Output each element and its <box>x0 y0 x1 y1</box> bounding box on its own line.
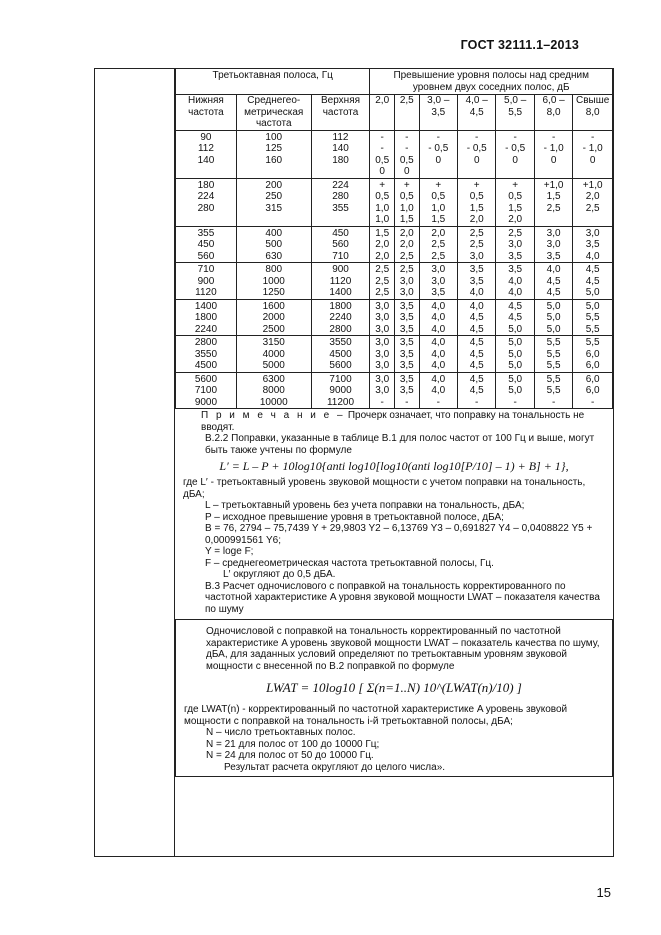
table-cell: 5,0 5,5 5,5 <box>573 299 613 336</box>
page-number: 15 <box>596 885 611 900</box>
table-cell: 4,5 4,5 - <box>458 372 496 409</box>
table-cell: 1,5 2,0 2,0 <box>370 226 395 263</box>
col-excess-3: 3,0 – 3,5 <box>419 95 457 131</box>
table-row <box>176 178 613 226</box>
tonality-correction-table <box>175 69 613 409</box>
table-cell: 224 280 355 <box>311 178 370 226</box>
table-cell: 2,0 2,0 2,5 <box>394 226 419 263</box>
table-cell: + 0,5 1,0 1,5 <box>394 178 419 226</box>
table-body <box>176 130 613 409</box>
table-cell: 2,5 3,0 3,5 <box>496 226 534 263</box>
table-cell: 3550 4500 5600 <box>311 336 370 373</box>
def-f: F – среднегеометрическая частота третьоктавной полосы, Гц. <box>205 557 494 569</box>
col-center: Среднегео- метрическая частота <box>236 95 311 131</box>
table-cell: - - 0,5 0 <box>370 130 395 178</box>
section-b3: В.3 Расчет одночислового с поправкой на тональность корректированного по частотной характеристике A уровня звуковой мощности LWAT – показателя качества по шуму <box>205 580 600 615</box>
def-b: B = 76, 2794 – 75,7439 Y + 29,9803 Y2 – 6,13769 Y3 – 0,691827 Y4 – 0,0408822 Y5 + 0,000991561 Y6; <box>205 523 593 546</box>
col-excess-5: 5,0 – 5,5 <box>496 95 534 131</box>
header-excess: Превышение уровня полосы над средним уровнем двух соседних полос, дБ <box>370 69 613 95</box>
table-cell: + 0,5 1,5 2,0 <box>458 178 496 226</box>
table-cell: 90 112 140 <box>176 130 237 178</box>
table-cell: 2,5 2,5 3,0 <box>458 226 496 263</box>
table-cell: 112 140 180 <box>311 130 370 178</box>
col-excess-7: Свыше 8,0 <box>573 95 613 131</box>
table-cell: 5,0 5,0 - <box>496 372 534 409</box>
document-header: ГОСТ 32111.1–2013 <box>460 38 579 52</box>
table-cell: 4,0 4,5 4,5 <box>534 263 572 300</box>
header-band: Третьоктавная полоса, Гц <box>176 69 370 95</box>
table-row <box>176 226 613 263</box>
table-cell: 3,0 3,0 - <box>370 372 395 409</box>
col-upper: Верхняя частота <box>311 95 370 131</box>
note-label: П р и м е ч а н и е – <box>201 410 346 421</box>
table-cell: +1,0 1,5 2,5 <box>534 178 572 226</box>
col-excess-2: 2,5 <box>394 95 419 131</box>
def-n: N – число третьоктавных полос. <box>206 727 356 738</box>
table-cell: - - 0,5 0 <box>394 130 419 178</box>
table-cell: 3150 4000 5000 <box>236 336 311 373</box>
table-cell: 3,5 3,5 - <box>394 372 419 409</box>
table-cell: 5600 7100 9000 <box>176 372 237 409</box>
table-cell: + 0,5 1,0 1,0 <box>370 178 395 226</box>
table-cell: 5,0 5,0 5,0 <box>534 299 572 336</box>
table-cell: 3,0 3,5 4,0 <box>573 226 613 263</box>
table-cell: 3,5 3,5 4,0 <box>458 263 496 300</box>
def-p: P – исходное превышение уровня в третьоктавной полосе, дБА; <box>205 511 504 523</box>
table-cell: 710 900 1120 <box>176 263 237 300</box>
main-column <box>175 69 613 777</box>
table-cell: 1400 1800 2240 <box>176 299 237 336</box>
table-cell: 5,0 5,0 5,0 <box>496 336 534 373</box>
where-lwat: где LWAT(n) - корректированный по частотной характеристике A уровень звуковой мощности с поправкой на тональность i-й третьоктавной полосы, дБА; <box>184 704 568 727</box>
table-cell: 5,5 6,0 6,0 <box>573 336 613 373</box>
def-n-24: N = 24 для полос от 50 до 10000 Гц. <box>206 750 374 761</box>
table-cell: - - 1,0 0 <box>573 130 613 178</box>
note-text: Прочерк означает, что поправку на тональность не вводят. <box>201 410 585 433</box>
table-cell: - - 0,5 0 <box>458 130 496 178</box>
table-cell: 450 560 710 <box>311 226 370 263</box>
table-cell: 800 1000 1250 <box>236 263 311 300</box>
table-cell: - - 0,5 0 <box>496 130 534 178</box>
table-cell: 4,0 4,0 4,0 <box>419 336 457 373</box>
table-cell: 1600 2000 2500 <box>236 299 311 336</box>
def-n-21: N = 21 для полос от 100 до 10000 Гц; <box>206 738 380 750</box>
table-cell: 3,0 3,0 3,5 <box>534 226 572 263</box>
result-rounding: Результат расчета округляют до целого числа». <box>224 761 446 773</box>
table-cell: 4,5 4,5 5,0 <box>496 299 534 336</box>
table-cell: 5,5 5,5 5,5 <box>534 336 572 373</box>
table-cell: 6300 8000 10000 <box>236 372 311 409</box>
calculation-box <box>175 619 613 777</box>
table-cell: 3,5 4,0 4,0 <box>496 263 534 300</box>
table-cell: 4,0 4,0 - <box>419 372 457 409</box>
content-frame <box>94 68 614 857</box>
paragraph-b22: В.2.2 Поправки, указанные в таблице В.1 для полос частот от 100 Гц и выше, могут быть также учтены по формуле <box>205 433 595 456</box>
table-cell: 2,0 2,5 2,5 <box>419 226 457 263</box>
table-row <box>176 372 613 409</box>
table-cell: 1800 2240 2800 <box>311 299 370 336</box>
table-cell: 900 1120 1400 <box>311 263 370 300</box>
table-cell: 2,5 3,0 3,0 <box>394 263 419 300</box>
table-cell: + 0,5 1,5 2,0 <box>496 178 534 226</box>
paragraph-single-number: Одночисловой с поправкой на тональность корректированный по частотной характеристике A уровень звуковой мощности LWAT – показатель качества по шуму, дБА, для заданных условий определяют по третьоктавным уровням звуковой мощности с внесенной по В.2 поправкой по формуле <box>206 626 600 672</box>
table-cell: 4,0 4,5 4,5 <box>458 299 496 336</box>
table-cell: 180 224 280 <box>176 178 237 226</box>
col-excess-4: 4,0 – 4,5 <box>458 95 496 131</box>
table-cell: 3,5 3,5 3,5 <box>394 336 419 373</box>
table-row <box>176 336 613 373</box>
table-cell: 200 250 315 <box>236 178 311 226</box>
table-cell: 4,5 4,5 4,5 <box>458 336 496 373</box>
table-cell: 7100 9000 11200 <box>311 372 370 409</box>
def-y: Y = loge F; <box>205 546 254 557</box>
rounding-note: L′ округляют до 0,5 дБА. <box>223 569 336 580</box>
table-cell: 355 450 560 <box>176 226 237 263</box>
col-excess-1: 2,0 <box>370 95 395 131</box>
left-column <box>95 69 175 856</box>
table-cell: + 0,5 1,0 1,5 <box>419 178 457 226</box>
formula-l-prime: L′ = L – P + 10log10{anti log10[log10(anti log10[P/10] – 1) + B] + 1}, <box>219 459 569 473</box>
table-cell: 400 500 630 <box>236 226 311 263</box>
where-l-prime: где L′ - третьоктавный уровень звуковой мощности с учетом поправки на тональность, дБА; <box>183 477 586 500</box>
table-cell: +1,0 2,0 2,5 <box>573 178 613 226</box>
table-cell: 4,0 4,0 4,0 <box>419 299 457 336</box>
table-row <box>176 299 613 336</box>
table-cell: 4,5 4,5 5,0 <box>573 263 613 300</box>
table-note <box>175 409 613 433</box>
table-cell: 3,5 3,5 3,5 <box>394 299 419 336</box>
def-l: L – третьоктавный уровень без учета поправки на тональность, дБА; <box>205 500 525 511</box>
table-cell: 3,0 3,0 3,0 <box>370 299 395 336</box>
table-row <box>176 263 613 300</box>
table-cell: 2800 3550 4500 <box>176 336 237 373</box>
col-lower: Нижняя частота <box>176 95 237 131</box>
table-cell: 3,0 3,0 3,0 <box>370 336 395 373</box>
formula-lwat: LWAT = 10log10 [ Σ(n=1..N) 10^(LWAT(n)/10) ] <box>266 680 522 695</box>
table-cell: - - 0,5 0 <box>419 130 457 178</box>
col-excess-6: 6,0 – 8,0 <box>534 95 572 131</box>
table-cell: 5,5 5,5 - <box>534 372 572 409</box>
table-row <box>176 130 613 178</box>
table-cell: 2,5 2,5 2,5 <box>370 263 395 300</box>
table-cell: 6,0 6,0 - <box>573 372 613 409</box>
table-cell: - - 1,0 0 <box>534 130 572 178</box>
table-cell: 3,0 3,0 3,5 <box>419 263 457 300</box>
table-cell: 100 125 160 <box>236 130 311 178</box>
